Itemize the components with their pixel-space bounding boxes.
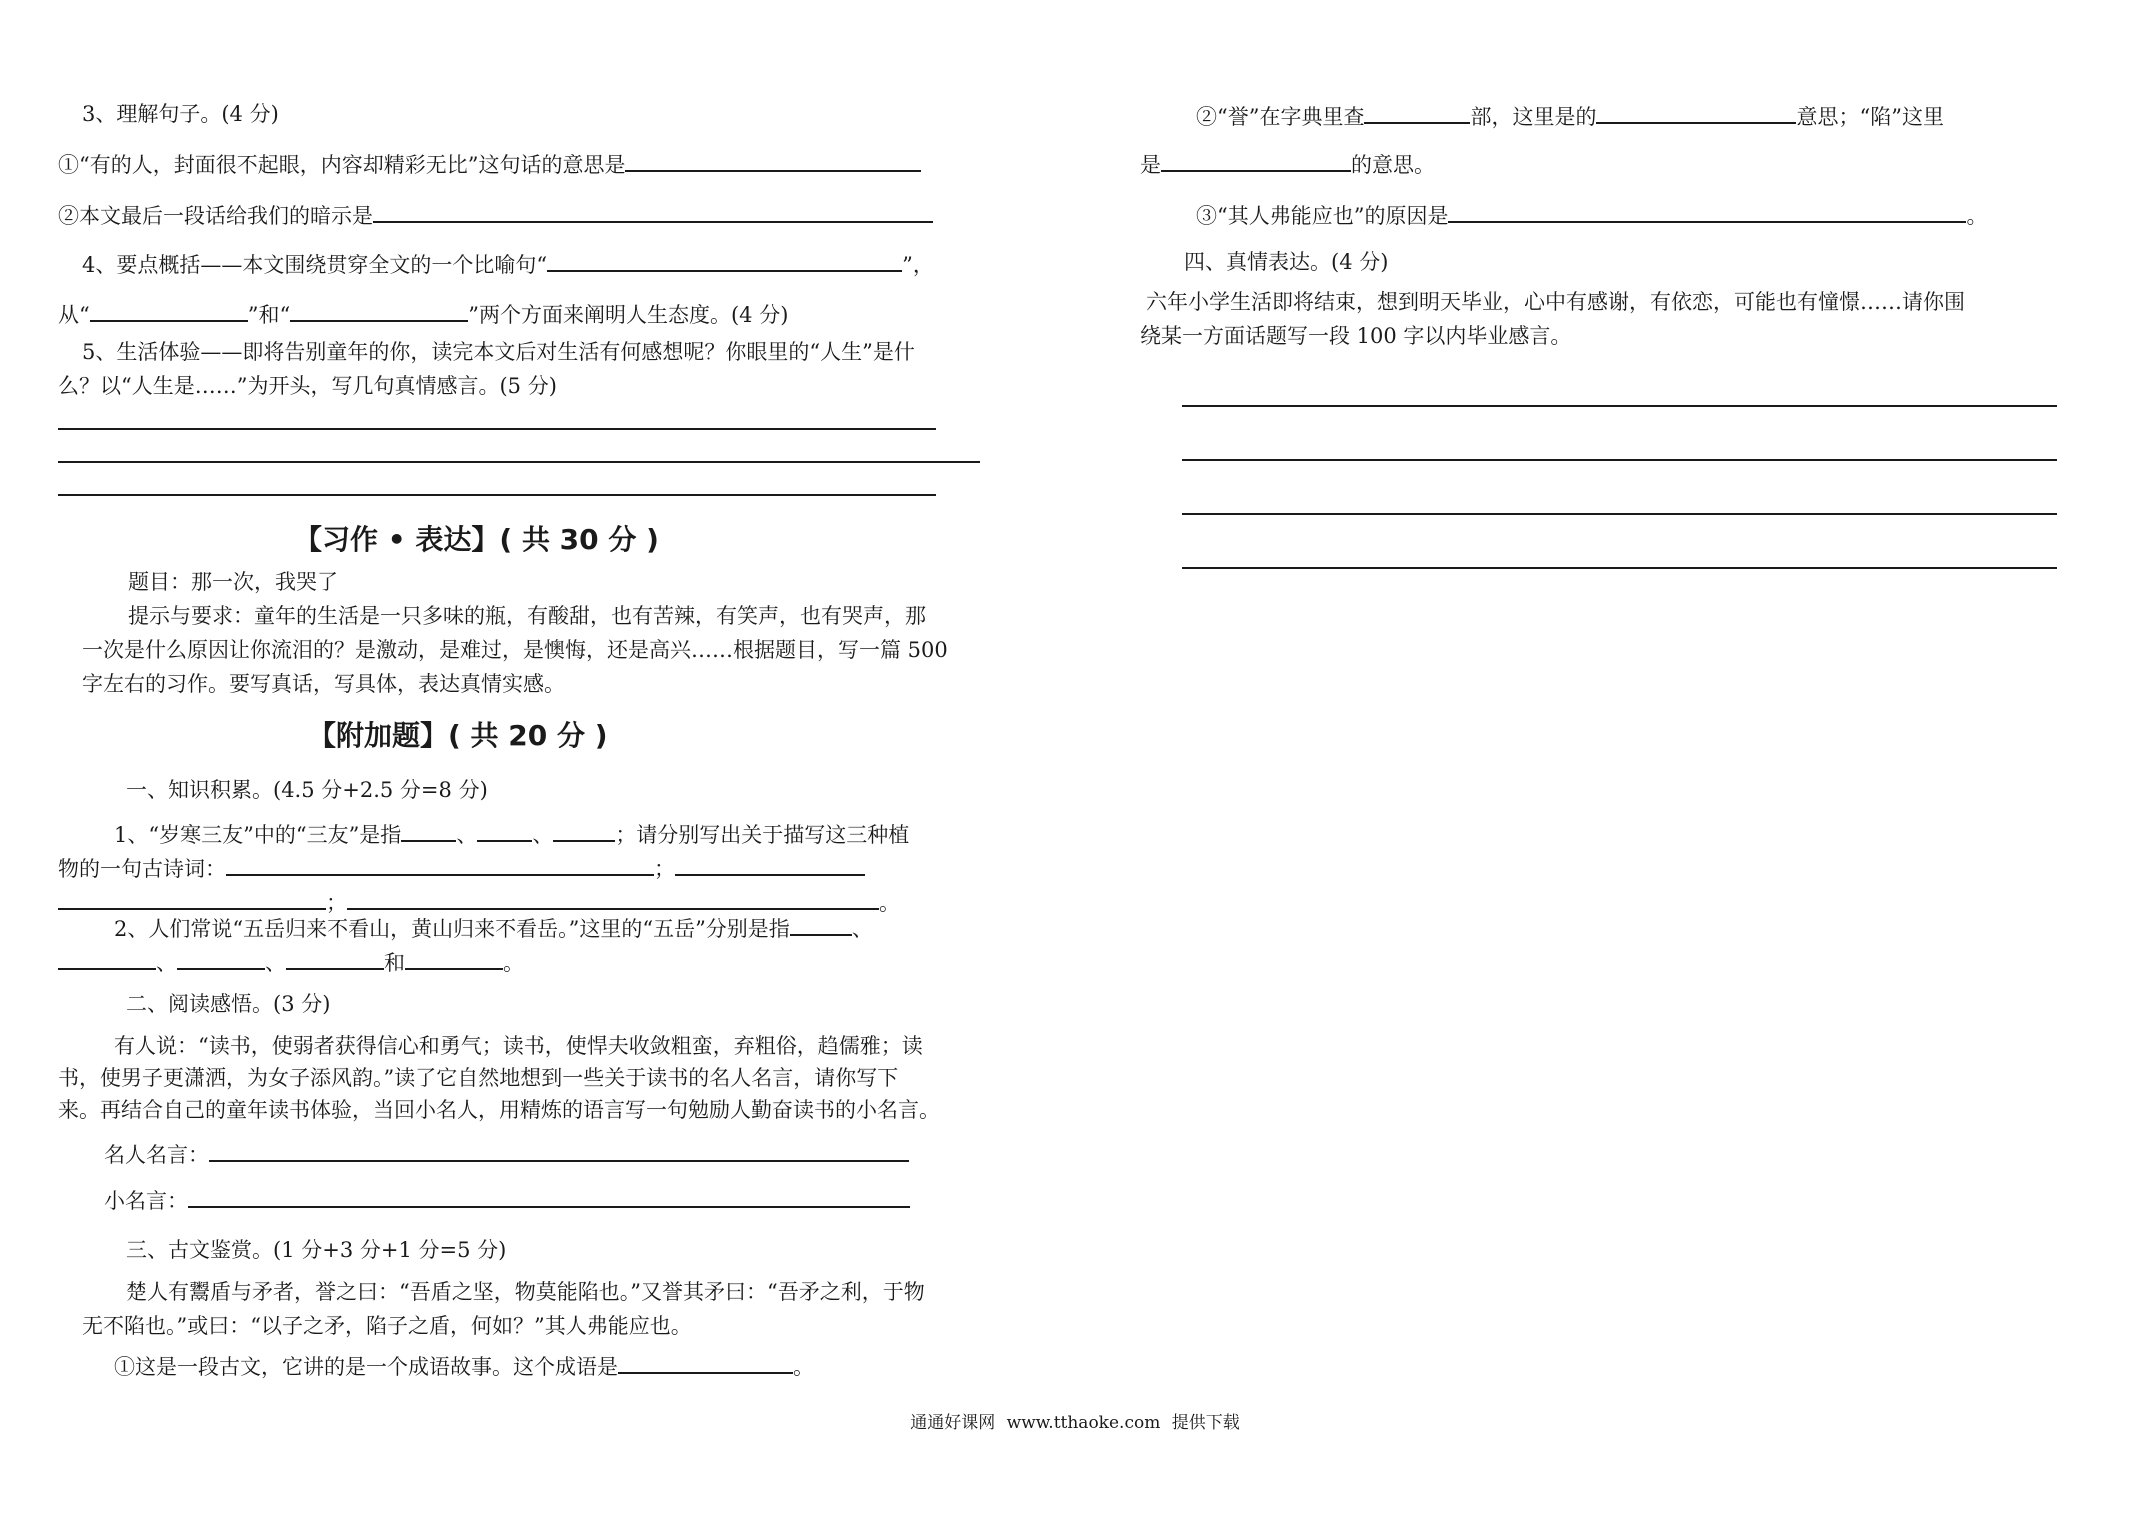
separator: 、 xyxy=(156,951,177,975)
answer-blank[interactable] xyxy=(90,302,248,322)
period: 。 xyxy=(503,951,524,975)
question-3-1 xyxy=(58,152,921,176)
own-quote-label: 小名言： xyxy=(104,1189,188,1213)
section-2-title: 二、阅读感悟。(3 分) xyxy=(126,992,331,1016)
separator: 、 xyxy=(456,823,478,847)
answer-blank[interactable] xyxy=(58,890,326,910)
section-1-question-1-line-3 xyxy=(58,890,900,914)
answer-blank[interactable] xyxy=(226,856,654,876)
separator: ； xyxy=(654,857,675,881)
answer-line[interactable] xyxy=(1182,567,2057,569)
question-4-line-2 xyxy=(58,302,788,326)
question-4-text-end: ”两个方面来阐明人生态度。(4 分) xyxy=(468,303,789,327)
section-1-question-2 xyxy=(114,916,873,940)
footer-note: 提供下载 xyxy=(1171,1413,1240,1433)
separator: 、 xyxy=(265,951,286,975)
section-1-question-1-line-2 xyxy=(58,856,865,880)
separator: ； xyxy=(326,891,347,915)
question-4-text: 从“ xyxy=(58,303,90,327)
answer-blank[interactable] xyxy=(286,950,384,970)
section-1-question-2-text: 2、人们常说“五岳归来不看山，黄山归来不看岳。”这里的“五岳”分别是指 xyxy=(114,917,790,941)
section-1-title: 一、知识积累。(4.5 分+2.5 分=8 分) xyxy=(126,778,488,802)
answer-line[interactable] xyxy=(58,461,980,463)
separator: 和 xyxy=(384,951,405,975)
section-4-paragraph-2: 绕某一方面话题写一段 100 字以内毕业感言。 xyxy=(1140,324,1572,348)
writing-requirements-3: 字左右的习作。要写真话，写具体，表达真情实感。 xyxy=(82,672,565,696)
section-3-question-2-text: ②“誉”在字典里查 xyxy=(1196,105,1365,129)
section-3-question-2-line-2 xyxy=(1140,152,1435,176)
own-quote-blank[interactable] xyxy=(188,1188,910,1208)
extra-section-heading: 【附加题】( 共 20 分 ) xyxy=(308,719,608,752)
writing-section-heading: 【习作 • 表达】( 共 30 分 ) xyxy=(294,523,659,556)
section-3-question-2-text: 的意思。 xyxy=(1351,153,1435,177)
answer-blank[interactable] xyxy=(1448,203,1966,223)
section-3-question-2-text: 意思；“陷”这里 xyxy=(1796,105,1944,129)
section-1-question-1-text: 1、“岁寒三友”中的“三友”是指 xyxy=(114,823,402,847)
section-3-paragraph-2: 无不陷也。”或曰：“以子之矛，陷子之盾，何如？”其人弗能应也。 xyxy=(82,1314,692,1338)
answer-blank[interactable] xyxy=(1596,104,1796,124)
footer-site-name: 通通好课网 xyxy=(910,1413,996,1433)
answer-blank[interactable] xyxy=(618,1354,793,1374)
question-4-line-1 xyxy=(82,252,934,276)
question-3-title: 3、理解句子。(4 分) xyxy=(82,102,279,126)
answer-blank[interactable] xyxy=(1161,152,1351,172)
section-3-question-2-text: 是 xyxy=(1140,153,1161,177)
answer-line[interactable] xyxy=(1182,513,2057,515)
answer-line[interactable] xyxy=(58,428,936,430)
footer-url[interactable]: www.tthaoke.com xyxy=(1006,1413,1161,1433)
answer-blank[interactable] xyxy=(405,950,503,970)
answer-blank[interactable] xyxy=(401,822,456,842)
answer-line[interactable] xyxy=(1182,405,2057,407)
question-4-text-end: ”， xyxy=(902,253,934,277)
answer-blank[interactable] xyxy=(177,950,265,970)
answer-blank[interactable] xyxy=(58,950,156,970)
period: 。 xyxy=(879,891,900,915)
section-3-title: 三、古文鉴赏。(1 分+3 分+1 分=5 分) xyxy=(126,1238,507,1262)
period: 。 xyxy=(1966,204,1988,228)
answer-blank[interactable] xyxy=(553,822,615,842)
separator: 、 xyxy=(532,823,554,847)
answer-blank[interactable] xyxy=(675,856,865,876)
section-1-question-1 xyxy=(114,822,909,846)
question-3-2 xyxy=(58,203,933,227)
answer-line[interactable] xyxy=(1182,459,2057,461)
section-2-paragraph-3: 来。再结合自己的童年读书体验，当回小名人，用精炼的语言写一句勉励人勤奋读书的小名言。 xyxy=(58,1098,940,1122)
question-3-2-text: ②本文最后一段话给我们的暗示是 xyxy=(58,204,373,228)
answer-blank[interactable] xyxy=(1364,104,1470,124)
question-5-line-2: 么？以“人生是……”为开头，写几句真情感言。(5 分) xyxy=(58,374,557,398)
writing-requirements-2: 一次是什么原因让你流泪的？是激动，是难过，是懊悔，还是高兴……根据题目，写一篇 500 xyxy=(82,638,948,662)
question-4-text: ”和“ xyxy=(247,303,291,327)
answer-blank[interactable] xyxy=(373,203,933,223)
famous-quote-label: 名人名言： xyxy=(104,1143,209,1167)
own-quote-row xyxy=(104,1188,910,1212)
writing-topic: 题目：那一次，我哭了 xyxy=(128,570,338,594)
section-3-paragraph-1: 楚人有鬻盾与矛者，誉之曰：“吾盾之坚，物莫能陷也。”又誉其矛曰：“吾矛之利，于物 xyxy=(126,1280,925,1304)
section-3-question-3-text: ③“其人弗能应也”的原因是 xyxy=(1196,204,1449,228)
section-1-question-1-text: 物的一句古诗词： xyxy=(58,857,226,881)
section-4-paragraph-1: 六年小学生活即将结束，想到明天毕业，心中有感谢，有依恋，可能也有憧憬……请你围 xyxy=(1146,290,1965,314)
section-2-paragraph-1: 有人说：“读书，使弱者获得信心和勇气；读书，使悍夫收敛粗蛮，弃粗俗，趋儒雅；读 xyxy=(114,1034,923,1058)
section-3-question-1 xyxy=(114,1354,814,1378)
famous-quote-blank[interactable] xyxy=(209,1142,909,1162)
answer-blank[interactable] xyxy=(547,252,902,272)
section-2-paragraph-2: 书，使男子更潇洒，为女子添风韵。”读了它自然地想到一些关于读书的名人名言，请你写下 xyxy=(58,1066,899,1090)
answer-blank[interactable] xyxy=(625,152,921,172)
section-3-question-2-text: 部，这里是的 xyxy=(1470,105,1597,129)
question-3-1-text: ①“有的人，封面很不起眼，内容却精彩无比”这句话的意思是 xyxy=(58,153,626,177)
answer-blank[interactable] xyxy=(290,302,468,322)
separator: 、 xyxy=(851,917,873,941)
question-5-line-1: 5、生活体验——即将告别童年的你，读完本文后对生活有何感想呢？你眼里的“人生”是什 xyxy=(82,340,915,364)
section-3-question-2 xyxy=(1196,104,1944,128)
writing-requirements-1: 提示与要求：童年的生活是一只多味的瓶，有酸甜，也有苦辣，有笑声，也有哭声，那 xyxy=(128,604,926,628)
answer-blank[interactable] xyxy=(790,916,852,936)
period: 。 xyxy=(793,1355,814,1379)
page-footer xyxy=(0,1408,2150,1433)
section-4-title: 四、真情表达。(4 分) xyxy=(1184,250,1389,274)
section-1-question-2-line-2 xyxy=(58,950,524,974)
answer-line[interactable] xyxy=(58,494,936,496)
section-3-question-1-text: ①这是一段古文，它讲的是一个成语故事。这个成语是 xyxy=(114,1355,618,1379)
question-4-text: 4、要点概括——本文围绕贯穿全文的一个比喻句“ xyxy=(82,253,548,277)
section-3-question-3 xyxy=(1196,203,1987,227)
section-1-question-1-text: ；请分别写出关于描写这三种植 xyxy=(615,823,910,847)
famous-quote-row xyxy=(104,1142,909,1166)
answer-blank[interactable] xyxy=(347,890,879,910)
answer-blank[interactable] xyxy=(477,822,532,842)
